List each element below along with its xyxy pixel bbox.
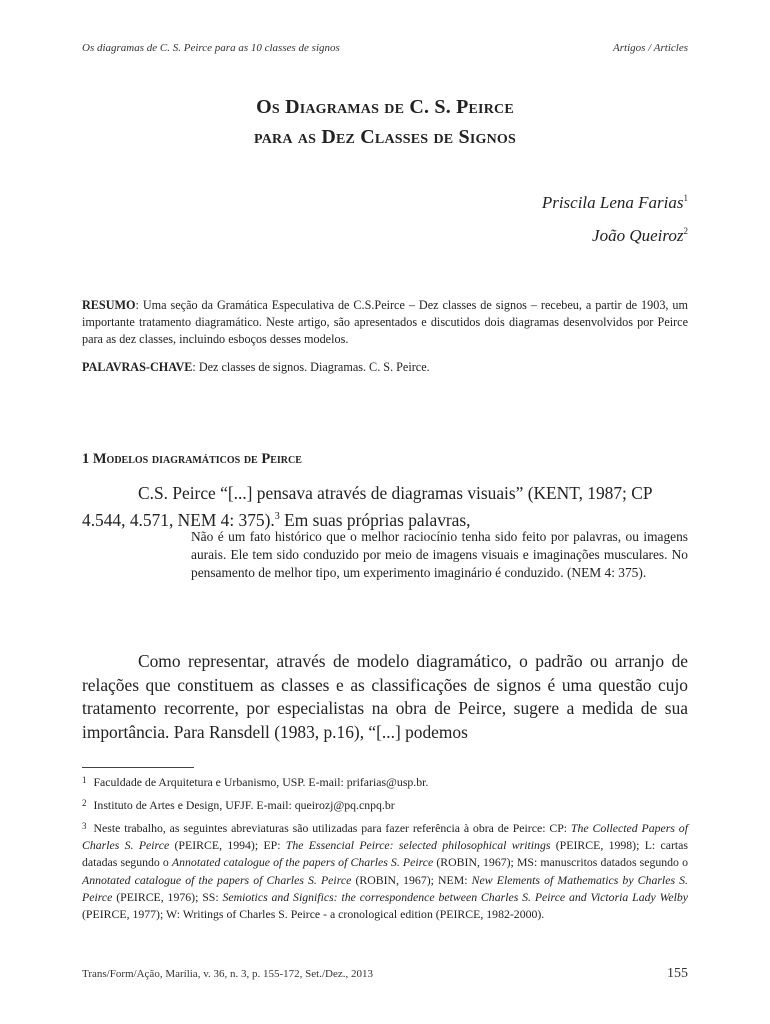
- author-note-marker: 2: [683, 226, 688, 236]
- work-title: The Collected Papers of Charles S. Peirce: [82, 821, 688, 853]
- running-head: [82, 42, 688, 54]
- footnote-rule: [82, 767, 194, 768]
- footnote-text: (ROBIN, 1967); MS: manuscritos datados segundo o: [433, 855, 688, 870]
- footnote-text: Instituto de Artes e Design, UFJF. E-mail: queirozj@pq.cnpq.br: [93, 798, 395, 812]
- section-heading: 1 Modelos diagramáticos de Peirce: [82, 451, 302, 467]
- work-title: The Essencial Peirce: selected philosophical writings: [285, 838, 551, 853]
- article-title: [82, 92, 688, 152]
- footnote-3: [82, 818, 688, 923]
- author-list: [542, 184, 688, 250]
- footnote-text: (PEIRCE, 1994); EP:: [169, 838, 286, 853]
- author-name: Priscila Lena Farias: [541, 193, 684, 212]
- work-title: New Elements of Mathematics by Charles S. Peirce: [82, 872, 688, 904]
- author-name: João Queiroz: [592, 226, 684, 245]
- work-title: Semiotics and Significs: the correspondence between Charles S. Peirce and Victoria Lady Welby: [222, 889, 688, 904]
- body-paragraph-1: [82, 481, 688, 532]
- keywords: [82, 359, 688, 376]
- author-2: [542, 217, 688, 250]
- article-title-line-1: Os Diagramas de C. S. Peirce: [256, 96, 514, 118]
- abstract-text: : Uma seção da Gramática Especulativa de C.S.Peirce – Dez classes de signos – recebeu, a partir de 1903, um importante tratamento diagramático. Neste artigo, são apresentados e discutidos dois diagramas desenvolvidos por Peirce para as dez classes, incluindo esboços desses modelos.: [82, 298, 688, 346]
- page-footer: [82, 966, 688, 982]
- paragraph-text: C.S. Peirce “[...] pensava através de diagramas visuais” (KENT, 1987; CP 4.544, 4.571, NEM 4: 375).: [82, 483, 652, 530]
- block-quote: Não é um fato histórico que o melhor raciocínio tenha sido feito por palavras, ou imagens aurais. Ele tem sido conduzido por meio de imagens visuais e imaginações musculares. No pensamento de melhor tipo, um experimento imaginário é conduzido. (NEM 4: 375).: [191, 529, 688, 581]
- work-title: Annotated catalogue of the papers of Charles S. Peirce: [171, 855, 434, 870]
- running-head-section: Artigos / Articles: [613, 42, 688, 54]
- footnote-text: (ROBIN, 1967); NEM:: [351, 872, 472, 887]
- author-1: [542, 184, 688, 217]
- running-head-title: Os diagramas de C. S. Peirce para as 10 classes de signos: [82, 42, 340, 54]
- abstract: [82, 297, 688, 348]
- article-title-line-2: para as Dez Classes de Signos: [254, 126, 516, 148]
- keywords-label: PALAVRAS-CHAVE: [82, 360, 193, 374]
- footnote-text: Faculdade de Arquitetura e Urbanismo, USP. E-mail: prifarias@usp.br.: [93, 775, 429, 789]
- keywords-text: : Dez classes de signos. Diagramas. C. S. Peirce.: [192, 360, 430, 374]
- paragraph-text: Como representar, através de modelo diagramático, o padrão ou arranjo de relações que constituem as classes e as classificações de signos é uma questão cujo tratamento recorrente, por especialistas na obra de Peirce, sugere a medida de sua importância. Para Ransdell (1983, p.16), “[...] podemos: [82, 651, 688, 742]
- body-paragraph-2: [82, 650, 688, 744]
- paragraph-text: Em suas próprias palavras,: [279, 510, 471, 530]
- work-title: Annotated catalogue of the papers of Charles S. Peirce: [82, 872, 352, 887]
- footnote-1: [82, 772, 688, 791]
- journal-citation: Trans/Form/Ação, Marília, v. 36, n. 3, p. 155-172, Set./Dez., 2013: [82, 968, 373, 980]
- footnote-number: 2: [82, 798, 87, 808]
- footnote-number: 1: [82, 775, 87, 785]
- footnote-text: Neste trabalho, as seguintes abreviaturas são utilizadas para fazer referência à obra de Peirce: CP:: [93, 821, 571, 835]
- footnote-text: (PEIRCE, 1998); L: cartas datadas segundo o: [82, 838, 688, 870]
- abstract-label: RESUMO: [82, 298, 136, 312]
- page-number: 155: [667, 966, 688, 981]
- footnote-2: [82, 795, 688, 814]
- footnote-marker[interactable]: 3: [274, 511, 280, 522]
- footnote-text: (PEIRCE, 1976); SS:: [112, 889, 223, 904]
- footnote-text: (PEIRCE, 1977); W: Writings of Charles S. Peirce - a cronological edition (PEIRCE, 1982-2000).: [82, 907, 545, 922]
- footnote-number: 3: [82, 821, 87, 831]
- author-note-marker: 1: [683, 193, 688, 203]
